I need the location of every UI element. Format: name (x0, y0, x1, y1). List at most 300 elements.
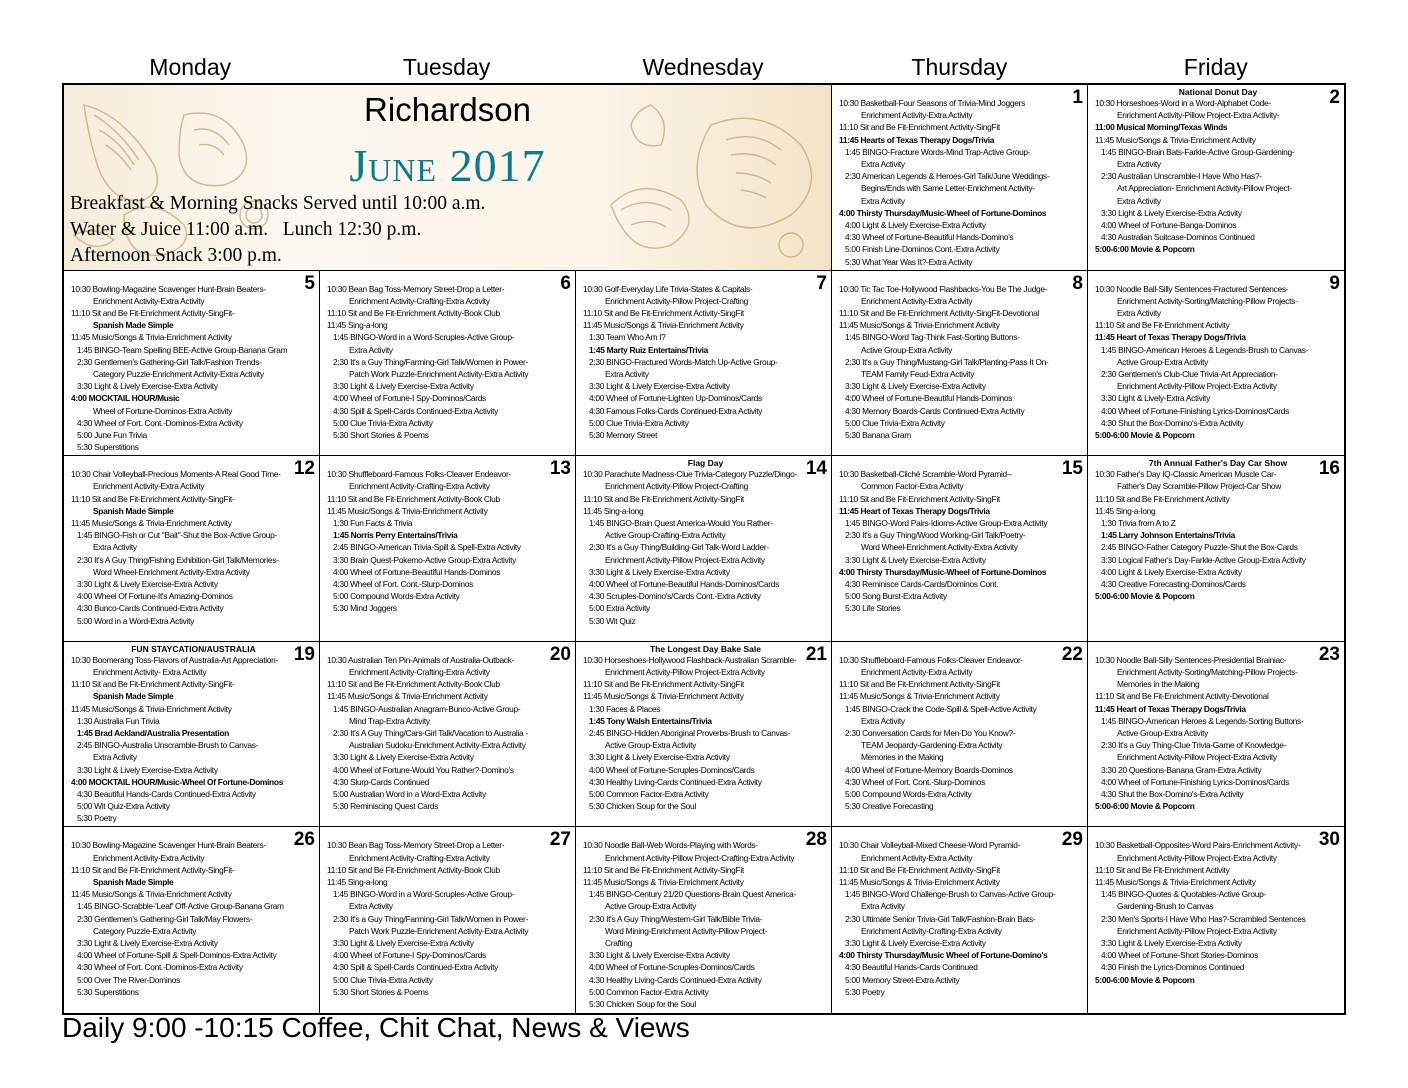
activity-line: 1:45 BINGO-Quotes & Quotables-Active Group- (1101, 889, 1266, 900)
activity-line: 11:10 Sit and Be Fit-Enrichment Activity (1095, 493, 1230, 504)
activity-line: 1:45 BINGO-Word Challenge-Brush to Canvas-Active Group- (845, 889, 1056, 900)
day-number: 14 (805, 458, 827, 480)
activity-line: 5:00 Clue Trivia-Extra Activity (333, 974, 433, 985)
activity-line: 1:45 BINGO-Scrabble-'Leaf' Off-Active Group-Banana Gram (77, 901, 284, 912)
activity-line: Enrichment Activity-Pillow Project-Extra Activity- (1117, 110, 1280, 121)
activity-line: 11:10 Sit and Be Fit-Enrichment Activity-Book Club (327, 308, 500, 318)
activity-line: 2:30 It's A Guy Thing/Western-Girl Talk/Bible Trivia- (589, 913, 763, 924)
day-number: 29 (1061, 829, 1083, 851)
activity-line: Gardening-Brush to Canvas (1117, 901, 1214, 912)
activity-line: Word Wheel-Enrichment Activity-Extra Activity (93, 566, 250, 577)
activity-line: 10:30 Boomerang Toss-Flavors of Australia-Art Appreciation- (71, 654, 278, 665)
activity-line: 5:00 Common Factor-Extra Activity (589, 986, 709, 997)
activity-line: 3:30 Light & Lively Exercise-Extra Activity (845, 938, 986, 949)
day-cell (320, 827, 576, 1013)
activity-line: Extra Activity (349, 344, 393, 355)
activity-line: 4:30 Creative Forecasting-Dominos/Cards (1101, 579, 1246, 590)
day-number: 28 (805, 829, 827, 851)
activity-line: Enrichment Activity-Pillow Project-Extra Activity (605, 554, 765, 565)
activity-list (839, 468, 1084, 614)
activity-line: Enrichment Activity-Crafting-Extra Activity (349, 852, 490, 863)
activity-list (1095, 468, 1341, 602)
activity-line: 11:45 Music/Songs & Trivia-Enrichment Activity (71, 332, 232, 343)
activity-line: 11:10 Sit and Be Fit-Enrichment Activity-SingFit- (71, 308, 235, 318)
activity-line: 2:30 Gentlemen's Club-Clue Trivia-Art Appreciation- (1101, 369, 1278, 380)
activity-list (1095, 283, 1341, 442)
activity-line: 5:30 Superstitions (77, 986, 139, 997)
day-cell (832, 271, 1088, 457)
activity-line: 2:30 It's a Guy Thing/Wood Working-Girl Talk/Poetry- (845, 530, 1026, 541)
activity-line: 10:30 Parachute Madness-Clue Trivia-Category Puzzle/Dingo- (583, 469, 797, 480)
activity-line: Category Puzzle-Enrichment Activity-Extra Activity (93, 369, 264, 380)
activity-line: 4:00 Thirsty Thursday/Music Wheel of Fortune-Domino's (839, 950, 1048, 961)
activity-line: 5:30 Memory Street (589, 430, 658, 441)
meal-info-line: Water & Juice 11:00 a.m. Lunch 12:30 p.m. (70, 219, 422, 240)
activity-line: 5:30 Short Stories & Poems (333, 430, 429, 441)
activity-line: 4:30 Reminisce Cards-Cards/Dominos Cont. (845, 579, 999, 590)
activity-line: 4:00 Wheel of Fortune-Scruples-Dominos/Cards (589, 764, 755, 775)
activity-line: 5:00 Extra Activity (589, 603, 650, 614)
activity-line: 4:30 Slurp-Cards Continued (333, 776, 430, 787)
activity-line: Active Group-Extra Activity (605, 901, 697, 912)
activity-line: 3:30 20 Questions-Banana Gram-Extra Activity (1101, 764, 1262, 775)
activity-line: 5:00-6:00 Movie & Popcorn (1095, 430, 1195, 441)
activity-line: 4:00 Wheel of Fortune-Scruples-Dominos/Cards (589, 962, 755, 973)
day-number: 2 (1329, 87, 1340, 108)
activity-line: Common Factor-Extra Activity (861, 481, 964, 492)
activity-line: 1:45 BINGO-Crack the Code-Spill & Spell-Active Activity (845, 703, 1037, 714)
activity-line: 4:30 Beautiful Hands-Cards Continued-Extra Activity (77, 789, 256, 800)
activity-line: Enrichment Activity-Extra Activity (861, 110, 973, 121)
activity-line: 3:30 Light & Lively Exercise-Extra Activity (589, 752, 730, 763)
activity-line: 5:30 Chicken Soup for the Soul (589, 999, 696, 1010)
day-number: 26 (293, 829, 315, 851)
activity-line: 4:30 Wheel of Fort. Cont.-Dominos-Extra Activity (77, 962, 243, 973)
activity-line: 5:30 Chicken Soup for the Soul (589, 801, 696, 812)
activity-line: 3:30 Light & Lively Exercise-Extra Activity (1101, 938, 1242, 949)
activity-line: 5:00 Australian Word in a Word-Extra Activity (333, 789, 486, 800)
activity-line: 3:30 Light & Lively-Extra Activity (1101, 393, 1210, 404)
activity-line: 11:45 Music/Songs & Trivia-Enrichment Activity (839, 320, 1000, 331)
activity-line: 4:30 Wheel of Fort. Cont.-Slurp-Dominos (333, 579, 474, 590)
activity-line: 1:30 Team Who Am I? (589, 332, 666, 343)
activity-line: 10:30 Chair Volleyball-Mixed Cheese-Word Pyramid- (839, 840, 1021, 851)
day-number: 15 (1061, 458, 1083, 480)
activity-list (327, 839, 572, 998)
activity-line: Enrichment Activity-Pillow Project-Extra Activity (1117, 752, 1277, 763)
activity-line: 11:10 Sit and Be Fit-Enrichment Activity-SingFit (583, 679, 744, 690)
activity-line: Enrichment Activity- Extra Activity (93, 667, 207, 677)
activity-line: 5:00 Over The River-Dominos (77, 974, 180, 985)
activity-line: Enrichment Activity-Extra Activity (93, 852, 205, 863)
activity-line: 4:00 Light & Lively Exercise-Extra Activity (845, 220, 986, 231)
activity-line: 2:30 It's a Guy Thing/Mustang-Girl Talk/Planting-Pass It On- (845, 356, 1049, 367)
activity-line: 4:00 Thirsty Thursday/Music-Wheel of Fortune-Dominos (839, 207, 1047, 218)
day-cell (1088, 85, 1344, 271)
activity-line: 1:45 BINGO-Word Tag-Think Fast-Sorting Buttons- (845, 332, 1020, 343)
activity-line: 4:30 Bunco-Cards Continued-Extra Activity (77, 603, 224, 614)
activity-line: Active Group-Extra Activity (1117, 728, 1209, 739)
activity-line: Memories in the Making (861, 752, 944, 763)
activity-line: 11:45 Music/Songs & Trivia-Enrichment Activity (1095, 134, 1256, 145)
daily-note: Daily 9:00 -10:15 Coffee, Chit Chat, News & Views (62, 1012, 690, 1043)
activity-line: 1:45 BINGO-Team Spelling BEE-Active Group-Banana Gram (77, 344, 288, 355)
activity-line: 5:00 Wit Quiz-Extra Activity (77, 801, 170, 812)
activity-line: TEAM Family Feud-Extra Activity (861, 369, 975, 380)
activity-line: 11:45 Heart of Texas Therapy Dogs/Trivia (839, 505, 990, 516)
activity-line: 3:30 Light & Lively Exercise-Extra Activity (845, 554, 986, 565)
activity-line: 2:45 BINGO-American Trivia-Spill & Spell-Extra Activity (333, 542, 521, 553)
activity-line: 3:30 Light & Lively Exercise-Extra Activity (77, 579, 218, 590)
activity-line: 3:30 Light & Lively Exercise-Extra Activity (589, 566, 730, 577)
activity-line: 11:10 Sit and Be Fit-Enrichment Activity-SingFit (583, 864, 744, 875)
activity-line: 2:30 It's A Guy Thing/Fishing Exhibition-Girl Talk/Memories- (77, 554, 279, 565)
activity-line: 11:10 Sit and Be Fit-Enrichment Activity-SingFit (839, 864, 1000, 875)
activity-line: Wheel of Fortune-Dominos-Extra Activity (93, 405, 233, 416)
activity-line: 11:45 Hearts of Texas Therapy Dogs/Trivia (839, 134, 995, 145)
day-cell (576, 456, 832, 642)
activity-line: 2:30 It's a Guy Thing-Clue Trivia-Game of Knowledge- (1101, 740, 1287, 751)
day-number: 21 (805, 643, 827, 665)
activity-line: Enrichment Activity-Extra Activity (861, 295, 973, 306)
activity-line: 4:30 Beautiful Hands-Cards Continued (845, 962, 978, 973)
activity-line: 1:45 BINGO-Australian Anagram-Bunco-Active Group- (333, 703, 521, 714)
activity-line: 2:30 It's A Guy Thing/Cars-Girl Talk/Vacation to Australia - (333, 728, 528, 739)
activity-line: 11:10 Sit and Be Fit-Enrichment Activity-SingFit (839, 122, 1000, 133)
activity-line: 11:45 Music/Songs & Trivia-Enrichment Activity (1095, 877, 1256, 887)
activity-list (583, 654, 828, 813)
activity-line: 4:30 Healthy Living-Cards Continued-Extra Activity (589, 974, 762, 985)
activity-line: 1:45 BINGO-Word in a Word-Scruples-Active Group- (333, 332, 515, 343)
activity-line: 5:30 Creative Forecasting (845, 801, 934, 812)
activity-line: 11:45 Music/Songs & Trivia-Enrichment Activity (327, 691, 488, 702)
activity-list (583, 468, 828, 627)
activity-line: 3:30 Light & Lively Exercise-Extra Activity (77, 764, 218, 775)
activity-line: Extra Activity (93, 542, 137, 553)
activity-line: 1:45 BINGO-Word in a Word-Scruples-Active Group- (333, 889, 515, 900)
activity-line: 5:30 Poetry (77, 813, 117, 824)
day-cell (320, 271, 576, 457)
activity-line: Enrichment Activity-Pillow Project-Extra Activity (605, 667, 765, 677)
activity-list (1095, 654, 1341, 813)
activity-line: Enrichment Activity-Extra Activity (861, 852, 973, 863)
day-cell (1088, 827, 1344, 1013)
activity-line: 4:30 Wheel of Fort. Cont.-Slurp-Dominos (845, 776, 986, 787)
activity-line: Extra Activity (349, 901, 393, 912)
activity-line: 11:10 Sit and Be Fit-Enrichment Activity-SingFit-Devotional (839, 308, 1039, 318)
activity-list (839, 283, 1084, 442)
activity-list (71, 283, 316, 454)
weekday-label: Wednesday (642, 54, 764, 80)
meal-schedule (70, 191, 485, 269)
activity-line: Enrichment Activity-Extra Activity (93, 481, 205, 492)
activity-line: 2:30 Australian Unscramble-I Have Who Has?- (1101, 171, 1262, 182)
activity-line: Enrichment Activity-Crafting-Extra Activity (349, 481, 490, 492)
activity-line: 11:45 Music/Songs & Trivia-Enrichment Activity (583, 320, 744, 331)
day-cell (64, 642, 320, 828)
activity-list (1095, 97, 1341, 256)
activity-line: Enrichment Activity-Extra Activity (93, 295, 205, 306)
day-cell (320, 642, 576, 828)
calendar-grid (62, 83, 1346, 1015)
activity-line: 10:30 Australian Ten Pin-Animals of Australia-Outback- (327, 654, 515, 665)
activity-line: 11:45 Music/Songs & Trivia-Enrichment Activity (327, 505, 488, 516)
activity-list (839, 654, 1084, 813)
activity-line: 1:45 BINGO-Word Pairs-Idioms-Active Group-Extra Activity (845, 518, 1048, 528)
activity-line: 2:45 BINGO-Australia Unscramble-Brush to Canvas- (77, 740, 259, 751)
activity-line: Art Appreciation- Enrichment Activity-Pillow Project- (1117, 183, 1292, 194)
activity-line: 11:10 Sit and Be Fit-Enrichment Activity-SingFit (583, 493, 744, 504)
activity-line: 4:30 Finish the Lyrics-Dominos Continued (1101, 962, 1245, 973)
activity-line: 4:30 Scruples-Domino's/Cards Cont.-Extra Activity (589, 591, 761, 602)
activity-line: 11:10 Sit and Be Fit-Enrichment Activity-SingFit- (71, 864, 235, 875)
activity-line: 5:00 Clue Trivia-Extra Activity (589, 417, 689, 428)
activity-line: 10:30 Basketball-Four Seasons of Trivia-Mind Joggers (839, 98, 1025, 108)
activity-line: 10:30 Shuffleboard-Famous Folks-Cleaver Endeavor- (839, 654, 1023, 665)
activity-line: 11:10 Sit and Be Fit-Enrichment Activity-SingFit- (71, 493, 235, 504)
activity-line: 4:00 Wheel of Fortune-Spill & Spell-Dominos-Extra Activity (77, 950, 277, 961)
activity-line: Active Group-Crafting-Extra Activity (605, 530, 726, 541)
activity-line: 3:30 Light & Lively Exercise-Extra Activity (333, 938, 474, 949)
activity-line: 5:00 Clue Trivia-Extra Activity (845, 417, 945, 428)
activity-line: Enrichment Activity-Pillow Project-Crafting (605, 481, 749, 492)
activity-line: Spanish Made Simple (93, 877, 174, 887)
day-event-title: 7th Annual Father's Day Car Show (1148, 458, 1288, 469)
activity-line: 2:30 It's a Guy Thing/Farming-Girl Talk/Women in Power- (333, 356, 529, 367)
activity-line: 1:45 Brad Ackland/Australia Presentation (77, 728, 229, 739)
month-title: June 2017 (349, 140, 546, 191)
activity-line: 4:30 Famous Folks-Cards Continued-Extra Activity (589, 405, 763, 416)
activity-line: 5:00 Clue Trivia-Extra Activity (333, 417, 433, 428)
activity-line: 4:00 Wheel of Fortune-Beautiful Hands-Dominos (333, 566, 501, 577)
activity-line: 4:30 Healthy Living-Cards Continued-Extra Activity (589, 776, 762, 787)
month-banner (64, 85, 832, 271)
activity-line: 3:30 Light & Lively Exercise-Extra Activity (845, 381, 986, 392)
day-number: 12 (293, 458, 315, 480)
activity-line: 11:10 Sit and Be Fit-Enrichment Activity-Devotional (1095, 691, 1269, 702)
activity-line: 10:30 Golf-Everyday Life Trivia-States & Capitals- (583, 283, 753, 294)
activity-line: 4:30 Wheel of Fortune-Beautiful Hands-Domino's (845, 232, 1014, 243)
activity-line: 11:10 Sit and Be Fit-Enrichment Activity-Book Club (327, 679, 500, 690)
activity-line: Active Group-Extra Activity (861, 344, 953, 355)
activity-line: 11:10 Sit and Be Fit-Enrichment Activity-SingFit (839, 493, 1000, 504)
day-cell (1088, 456, 1344, 642)
activity-line: Category Puzzle-Extra Activity (93, 925, 197, 936)
activity-list (71, 839, 316, 998)
activity-line: 3:30 Logical Father's Day-Farkle-Active Group-Extra Activity (1101, 554, 1306, 565)
activity-list (327, 283, 572, 442)
activity-line: 3:30 Light & Lively Exercise-Extra Activity (77, 938, 218, 949)
activity-line: 1:45 BINGO-Brain Bats-Farkle-Active Group-Gardening- (1101, 146, 1295, 157)
activity-line: 1:30 Fun Facts & Trivia (333, 518, 413, 528)
activity-line: 4:00 Wheel of Fortune-Finishing Lyrics-Dominos/Cards (1101, 776, 1289, 787)
meal-info-line: Afternoon Snack 3:00 p.m. (70, 245, 282, 266)
activity-line: 11:45 Sing-a-long (583, 505, 644, 516)
day-number: 13 (549, 458, 571, 480)
activity-line: Extra Activity (605, 369, 649, 380)
activity-line: Spanish Made Simple (93, 691, 174, 702)
activity-line: 5:00 Common Factor-Extra Activity (589, 789, 709, 800)
activity-line: Enrichment Activity-Pillow Project-Crafting (605, 295, 749, 306)
activity-line: 1:30 Australia Fun Trivia (77, 715, 160, 726)
activity-list (583, 283, 828, 442)
activity-line: 4:00 MOCKTAIL HOUR/Music-Wheel Of Fortune-Dominos (71, 776, 284, 787)
activity-line: 2:30 BINGO-Fractured Words-Match Up-Active Group- (589, 356, 778, 367)
activity-line: Enrichment Activity-Pillow Project-Extra Activity (1117, 381, 1277, 392)
activity-line: 3:30 Light & Lively Exercise-Extra Activity (333, 381, 474, 392)
weekday-label: Friday (1183, 54, 1248, 80)
day-number: 1 (1072, 87, 1083, 108)
activity-line: 10:30 Tic Tac Toe-Hollywood Flashbacks-You Be The Judge- (839, 283, 1048, 294)
activity-line: 4:00 Wheel of Fortune-Beautiful Hands-Dominos/Cards (589, 579, 779, 590)
activity-line: 5:30 What Year Was It?-Extra Activity (845, 256, 973, 267)
activity-line: 2:30 Gentlemen's Gathering-Girl Talk/Fashion Trends- (77, 356, 262, 367)
activity-line: Father's Day Scramble-Pillow Project-Car Show (1117, 481, 1282, 492)
activity-line: 3:30 Light & Lively Exercise-Extra Activity (589, 950, 730, 961)
community-name: Richardson (364, 91, 531, 128)
day-cell (576, 827, 832, 1013)
activity-line: 11:10 Sit and Be Fit-Enrichment Activity-SingFit (839, 679, 1000, 690)
activity-line: 1:30 Faces & Places (589, 703, 661, 714)
activity-line: 11:00 Musical Morning/Texas Winds (1095, 122, 1228, 133)
activity-line: 11:45 Music/Songs & Trivia-Enrichment Activity (583, 877, 744, 887)
activity-line: Enrichment Activity-Pillow Project-Extra Activity (1117, 925, 1277, 936)
activity-line: 5:30 Wit Quiz (589, 615, 636, 626)
activity-line: 4:30 Shut the Box-Domino's-Extra Activity (1101, 789, 1244, 800)
activity-line: 10:30 Horseshoes-Hollywood Flashback-Australian Scramble- (583, 654, 797, 665)
activity-line: Enrichment Activity-Crafting-Extra Activity (349, 667, 490, 677)
activity-line: 11:10 Sit and Be Fit-Enrichment Activity-Book Club (327, 493, 500, 504)
day-number: 6 (560, 272, 571, 294)
activity-line: 11:10 Sit and Be Fit-Enrichment Activity-Book Club (327, 864, 500, 875)
activity-line: 11:45 Heart of Texas Therapy Dogs/Trivia (1095, 332, 1246, 343)
day-cell (64, 456, 320, 642)
activity-line: 10:30 Basketball-Opposites-Word Pairs-Enrichment Activity- (1095, 840, 1301, 851)
day-event-title: FUN STAYCATION/AUSTRALIA (131, 643, 256, 654)
activity-line: Extra Activity (861, 195, 905, 206)
activity-line: 4:00 Wheel of Fortune-Memory Boards-Dominos (845, 764, 1013, 775)
activity-line: Enrichment Activity-Crafting-Extra Activity (861, 925, 1002, 936)
activity-list (583, 839, 828, 1010)
activity-line: 5:30 Life Stories (845, 603, 901, 614)
activity-line: 4:30 Memory Boards-Cards Continued-Extra Activity (845, 405, 1025, 416)
activity-line: 2:30 Conversation Cards for Men-Do You Know?- (845, 728, 1016, 739)
activity-line: Australian Sudoku-Enrichment Activity-Extra Activity (349, 740, 526, 751)
day-number: 20 (549, 643, 571, 665)
activity-line: 2:45 BINGO-Father Category Puzzle-Shut the Box-Cards (1101, 542, 1298, 553)
day-cell (320, 456, 576, 642)
activity-line: 3:30 Brain Quest-Pokemo-Active Group-Extra Activity (333, 554, 516, 565)
day-cell (1088, 642, 1344, 828)
activity-line: Active Group-Extra Activity (1117, 356, 1209, 367)
activity-line: 2:30 American Legends & Heroes-Girl Talk/June Weddings- (845, 171, 1050, 182)
activity-list (71, 654, 316, 825)
activity-list (71, 468, 316, 627)
activity-line: Enrichment Activity-Sorting/Matching-Pillow Projects- (1117, 667, 1298, 677)
weekday-header-row (62, 52, 1344, 82)
day-event-title: National Donut Day (1178, 87, 1258, 97)
activity-line: 11:45 Music/Songs & Trivia-Enrichment Activity (71, 703, 232, 714)
activity-line: Extra Activity (861, 715, 905, 726)
activity-line: 4:00 Wheel of Fortune-Would You Rather?-Domino's (333, 764, 514, 775)
activity-line: 2:30 Gentlemen's Gathering-Girl Talk/May Flowers- (77, 913, 253, 924)
activity-line: 10:30 Bean Bag Toss-Memory Street-Drop a Letter- (327, 283, 505, 294)
activity-line: Word Mining-Enrichment Activity-Pillow Project- (605, 925, 768, 936)
activity-line: 11:10 Sit and Be Fit-Enrichment Activity-SingFit (583, 308, 744, 318)
activity-line: 1:45 Tony Walsh Entertains/Trivia (589, 715, 712, 726)
activity-line: Patch Work Puzzle-Enrichment Activity-Extra Activity (349, 369, 529, 380)
day-cell (832, 827, 1088, 1013)
activity-line: 5:00 Compound Words-Extra Activity (333, 591, 460, 602)
activity-line: 5:00 Word in a Word-Extra Activity (77, 615, 195, 626)
activity-line: 10:30 Father's Day IQ-Classic American Muscle Car- (1095, 469, 1277, 480)
activity-line: 4:00 Thirsty Thursday/Music-Wheel of Fortune-Dominos (839, 566, 1047, 577)
activity-line: 4:00 Wheel of Fortune-Banga-Dominos (1101, 220, 1237, 231)
activity-line: 10:30 Bowling-Magazine Scavenger Hunt-Brain Beaters- (71, 840, 266, 851)
day-number: 19 (293, 643, 315, 665)
activity-line: Enrichment Activity-Pillow Project-Crafting-Extra Activity (605, 852, 795, 863)
activity-line: 11:45 Music/Songs & Trivia-Enrichment Activity (583, 691, 744, 702)
activity-line: 2:30 Ultimate Senior Trivia-Girl Talk/Fashion-Brain Bats- (845, 913, 1036, 924)
activity-line: Begins/Ends with Same Letter-Enrichment Activity- (861, 183, 1035, 194)
day-event-title: The Longest Day Bake Sale (649, 643, 761, 654)
activity-line: Enrichment Activity-Pillow Project-Extra Activity (1117, 852, 1277, 863)
activity-line: 11:45 Music/Songs & Trivia-Enrichment Activity (71, 889, 232, 900)
activity-line: 1:45 BINGO-Brain Quest America-Would You Rather- (589, 518, 773, 528)
day-number: 23 (1318, 643, 1340, 665)
activity-line: 11:45 Music/Songs & Trivia-Enrichment Activity (839, 691, 1000, 702)
activity-line: 11:45 Sing-a-long (327, 320, 388, 331)
activity-line: 4:00 Light & Lively Exercise-Extra Activity (1101, 566, 1242, 577)
activity-line: 5:30 Poetry (845, 986, 885, 997)
activity-line: Extra Activity (861, 901, 905, 912)
activity-line: 1:30 Trivia from A to Z (1101, 518, 1176, 528)
activity-line: 4:00 Wheel of Fortune-I Spy-Dominos/Cards (333, 950, 486, 961)
day-number: 8 (1072, 272, 1083, 294)
day-number: 30 (1318, 829, 1340, 851)
activity-line: 2:45 BINGO-Hidden Aboriginal Proverbs-Brush to Canvas- (589, 728, 791, 739)
activity-line: 5:00-6:00 Movie & Popcorn (1095, 974, 1195, 985)
day-cell (832, 456, 1088, 642)
activity-line: 11:45 Heart of Texas Therapy Dogs/Trivia (1095, 703, 1246, 714)
activity-line: 10:30 Bowling-Magazine Scavenger Hunt-Brain Beaters- (71, 283, 266, 294)
activity-line: 3:30 Light & Lively Exercise-Extra Activity (77, 381, 218, 392)
activity-line: 5:00 Finish Line-Dominos Cont.-Extra Activity (845, 244, 1000, 255)
activity-line: Extra Activity (1117, 308, 1161, 318)
day-cell (64, 827, 320, 1013)
day-number: 9 (1329, 272, 1340, 294)
activity-line: 11:45 Music/Songs & Trivia-Enrichment Activity (71, 518, 232, 528)
activity-line: 5:30 Mind Joggers (333, 603, 397, 614)
activity-line: 4:30 Wheel of Fort. Cont.-Dominos-Extra Activity (77, 417, 243, 428)
activity-line: 1:45 Norris Perry Entertains/Trivia (333, 530, 458, 541)
activity-line: Enrichment Activity-Extra Activity (861, 667, 973, 677)
activity-line: Memories in the Making (1117, 679, 1200, 690)
activity-line: 11:45 Sing-a-long (1095, 505, 1156, 516)
day-number: 16 (1318, 458, 1340, 480)
activity-line: 11:10 Sit and Be Fit-Enrichment Activity (1095, 864, 1230, 875)
day-cell (832, 85, 1088, 271)
activity-line: 4:00 Wheel of Fortune-Short Stories-Dominos (1101, 950, 1259, 961)
activity-line: 4:00 MOCKTAIL HOUR/Music (71, 393, 180, 404)
day-number: 5 (304, 272, 315, 294)
activity-line: 4:30 Spill & Spell-Cards Continued-Extra Activity (333, 962, 498, 973)
activity-line: 5:30 Banana Gram (845, 430, 911, 441)
activity-line: 4:00 Wheel of Fortune-Lighten Up-Dominos/Cards (589, 393, 762, 404)
activity-line: 4:00 Wheel of Fortune-I Spy-Dominos/Cards (333, 393, 486, 404)
activity-line: Extra Activity (861, 159, 905, 170)
activity-line: 5:00 Song Burst-Extra Activity (845, 591, 947, 602)
